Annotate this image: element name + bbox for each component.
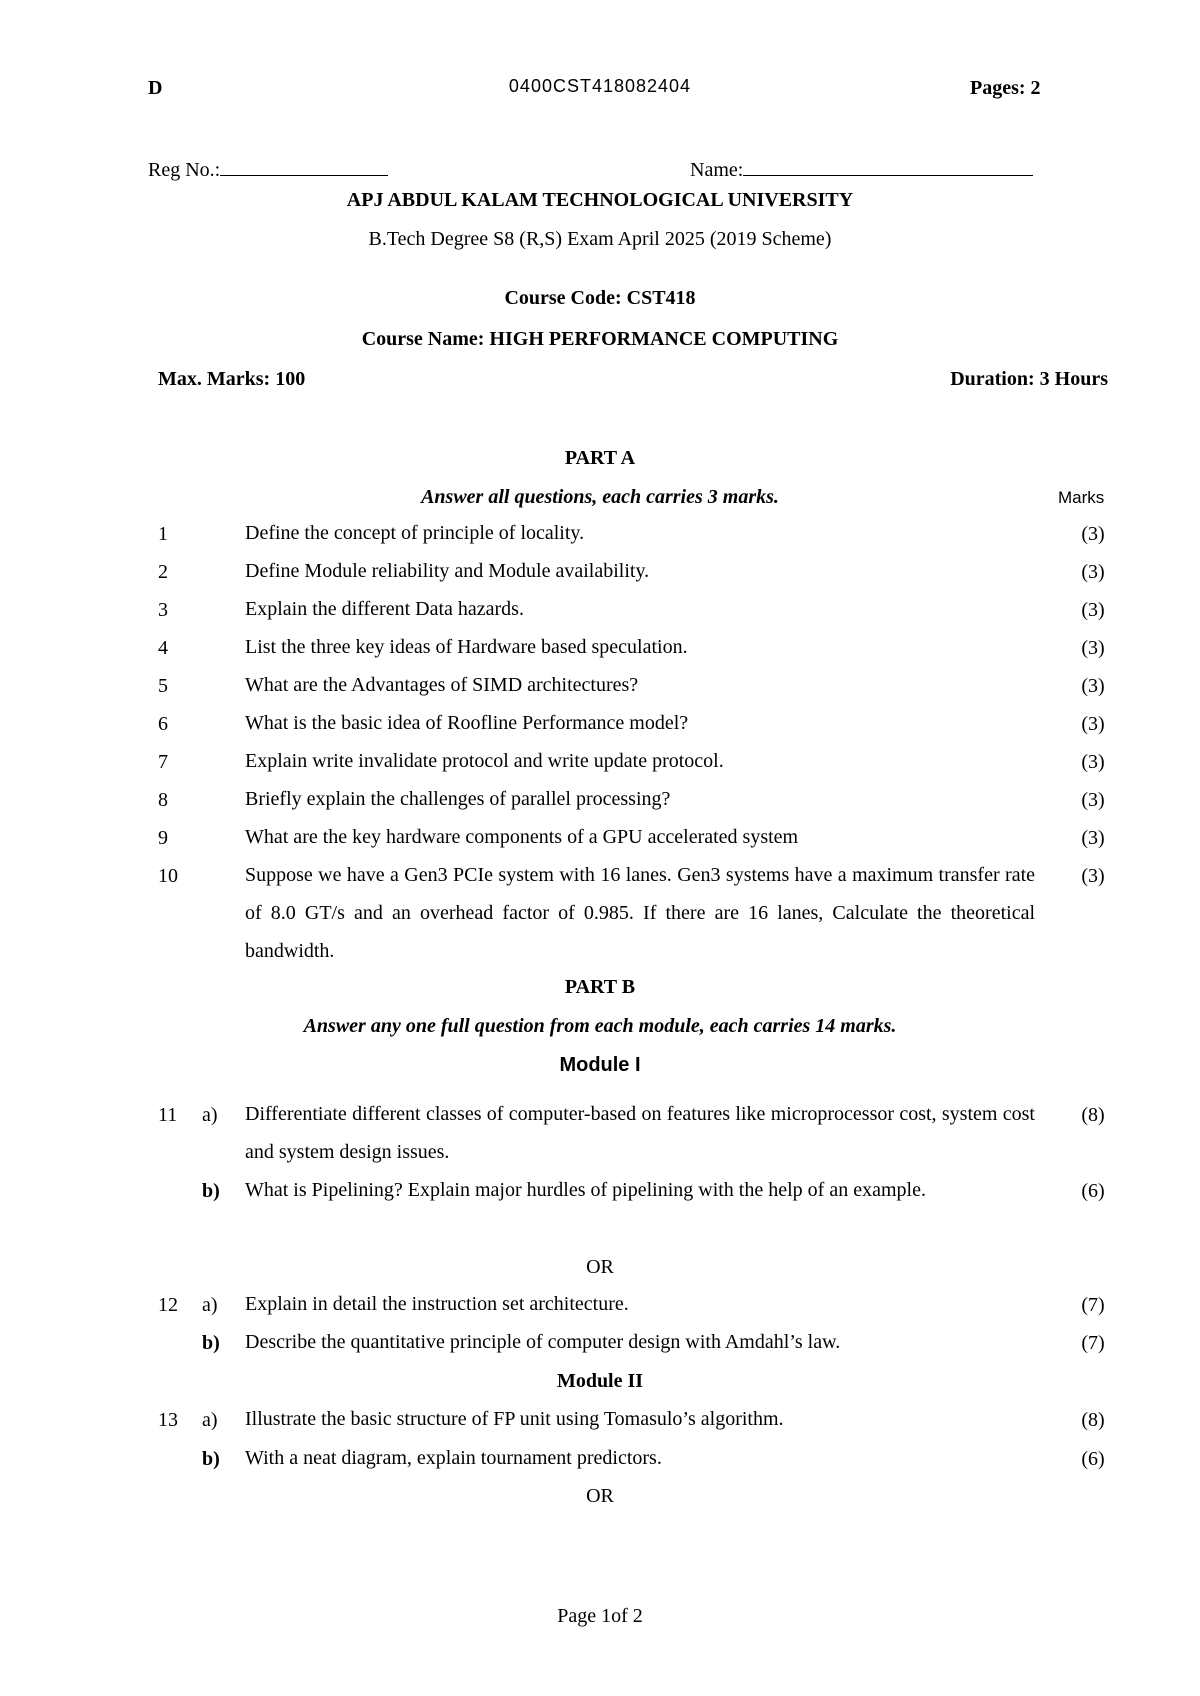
question-marks: (3) (1081, 751, 1105, 773)
university-name: APJ ABDUL KALAM TECHNOLOGICAL UNIVERSITY (346, 189, 854, 211)
question-text: Suppose we have a Gen3 PCIe system with 16 lanes. Gen3 systems have a maximum transfer rate of 8.0 GT/s and an overhead factor of 0.985. If there are 16 lanes, Calculate the theoretical bandwidth. (245, 864, 1035, 962)
part-b-title: PART B (564, 976, 636, 998)
question-marks: (3) (1081, 561, 1105, 583)
question-marks: (3) (1081, 865, 1105, 887)
question-text: Define the concept of principle of locality. (245, 522, 585, 544)
question-number: 5 (158, 675, 168, 697)
question-text: Differentiate different classes of computer-based on features like microprocessor cost, system cost and system design issues. (245, 1103, 1035, 1163)
marks-header: Marks (1058, 488, 1105, 507)
question-number: 2 (158, 561, 168, 583)
question-marks: (7) (1081, 1294, 1105, 1316)
question-sub: a) (202, 1409, 218, 1431)
question-number: 7 (158, 751, 168, 773)
question-text: Describe the quantitative principle of computer design with Amdahl’s law. (245, 1331, 841, 1353)
reg-no-label: Reg No.: (148, 159, 221, 181)
question-number: 12 (158, 1294, 178, 1316)
question-text: With a neat diagram, explain tournament predictors. (245, 1447, 662, 1469)
question-marks: (3) (1081, 599, 1105, 621)
question-sub: b) (202, 1448, 220, 1470)
question-marks: (8) (1081, 1409, 1105, 1431)
question-number: 11 (158, 1104, 178, 1126)
or-separator: OR (586, 1256, 614, 1278)
question-marks: (3) (1081, 827, 1105, 849)
question-text: Explain in detail the instruction set architecture. (245, 1293, 629, 1315)
name-field (690, 155, 1033, 182)
part-a-title: PART A (564, 447, 636, 469)
module-1-title: Module I (559, 1054, 641, 1076)
series-letter: D (148, 77, 163, 99)
question-number: 8 (158, 789, 168, 811)
question-text: What are the key hardware components of a GPU accelerated system (245, 826, 799, 848)
question-text: Explain write invalidate protocol and write update protocol. (245, 750, 724, 772)
question-number: 9 (158, 827, 168, 849)
question-sub: b) (202, 1332, 220, 1354)
course-code: Course Code: CST418 (504, 287, 696, 309)
name-label: Name: (690, 159, 744, 181)
question-number: 13 (158, 1409, 178, 1431)
duration: Duration: 3 Hours (950, 368, 1108, 390)
question-sub: b) (202, 1180, 220, 1202)
reg-no-blank (220, 155, 388, 176)
question-marks: (8) (1081, 1104, 1105, 1126)
question-text: What are the Advantages of SIMD architectures? (245, 674, 639, 696)
question-text: Briefly explain the challenges of parallel processing? (245, 788, 671, 810)
question-marks: (7) (1081, 1332, 1105, 1354)
question-marks: (6) (1081, 1180, 1105, 1202)
question-text: List the three key ideas of Hardware based speculation. (245, 636, 688, 658)
page-number: Page 1of 2 (557, 1605, 643, 1627)
or-separator: OR (586, 1485, 614, 1507)
part-a-instruction: Answer all questions, each carries 3 marks. (421, 486, 779, 508)
question-marks: (6) (1081, 1448, 1105, 1470)
question-text: What is Pipelining? Explain major hurdles of pipelining with the help of an example. (245, 1179, 926, 1201)
max-marks: Max. Marks: 100 (158, 368, 306, 390)
question-marks: (3) (1081, 523, 1105, 545)
part-b-instruction: Answer any one full question from each module, each carries 14 marks. (303, 1015, 897, 1037)
question-sub: a) (202, 1104, 218, 1126)
question-number: 6 (158, 713, 168, 735)
question-marks: (3) (1081, 789, 1105, 811)
paper-code: 0400CST418082404 (508, 76, 692, 96)
page-count: Pages: 2 (970, 77, 1041, 99)
question-text: Explain the different Data hazards. (245, 598, 524, 620)
degree-exam: B.Tech Degree S8 (R,S) Exam April 2025 (2019 Scheme) (368, 228, 832, 250)
question-number: 3 (158, 599, 168, 621)
question-marks: (3) (1081, 675, 1105, 697)
question-text: What is the basic idea of Roofline Performance model? (245, 712, 689, 734)
question-text: Define Module reliability and Module availability. (245, 560, 650, 582)
question-number: 10 (158, 865, 178, 887)
module-2-title: Module II (556, 1370, 644, 1392)
question-marks: (3) (1081, 637, 1105, 659)
question-number: 1 (158, 523, 168, 545)
question-sub: a) (202, 1294, 218, 1316)
course-name: Course Name: HIGH PERFORMANCE COMPUTING (361, 328, 839, 350)
reg-no-field (148, 155, 388, 182)
question-number: 4 (158, 637, 168, 659)
question-marks: (3) (1081, 713, 1105, 735)
name-blank (743, 155, 1033, 176)
question-text: Illustrate the basic structure of FP unit using Tomasulo’s algorithm. (245, 1408, 784, 1430)
